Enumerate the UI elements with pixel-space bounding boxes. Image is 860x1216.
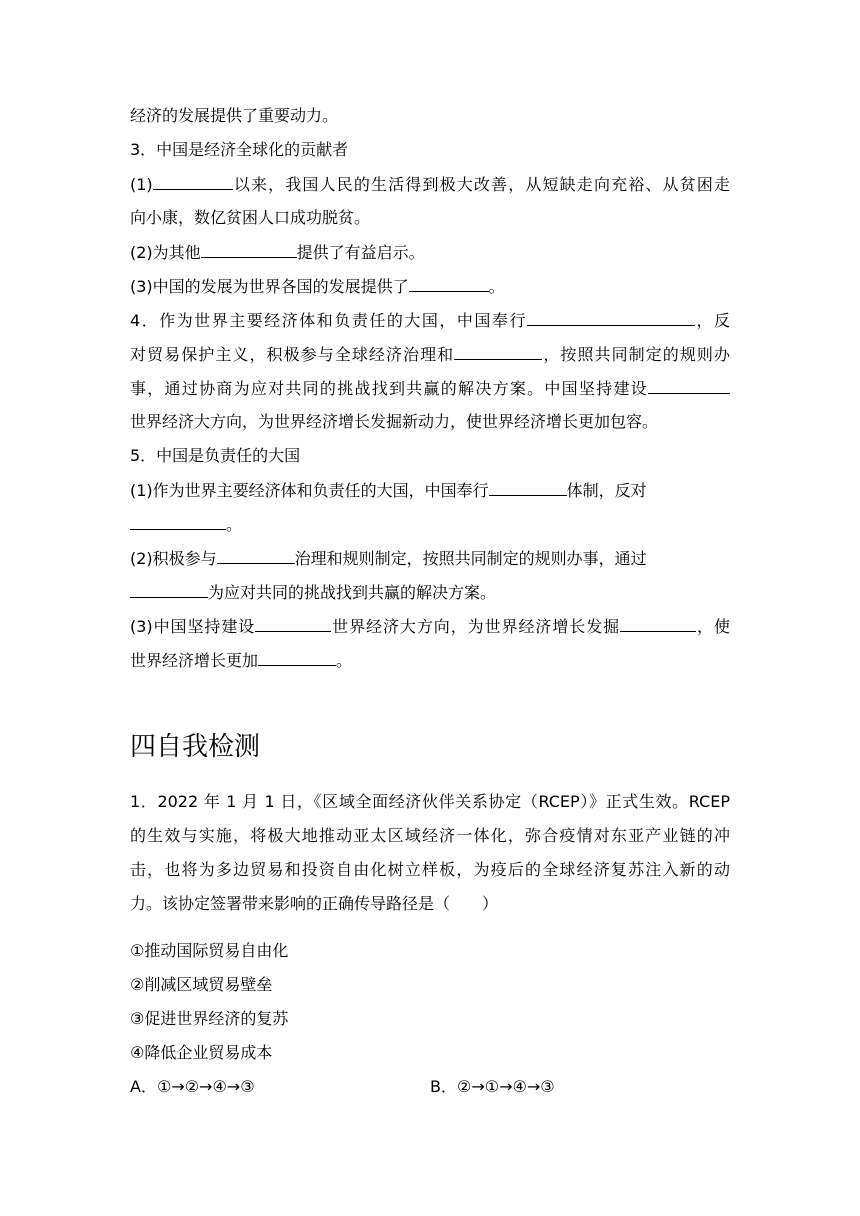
text-line: 事，通过协商为应对共同的挑战找到共赢的解决方案。中国坚持建设 <box>130 378 730 399</box>
item-3-title: 3．中国是经济全球化的贡献者 <box>130 140 349 159</box>
fill-blank[interactable] <box>130 514 226 530</box>
fill-blank[interactable] <box>255 616 331 632</box>
fill-blank[interactable] <box>201 242 297 258</box>
text-line: 为应对共同的挑战找到共赢的解决方案。 <box>130 582 730 603</box>
fill-blank[interactable] <box>454 344 542 360</box>
statement-2: ②削减区域贸易壁垒 <box>130 975 273 994</box>
text-line: 经济的发展提供了重要动力。 <box>130 106 339 125</box>
fill-blank[interactable] <box>527 310 695 326</box>
item-5-title: 5．中国是负责任的大国 <box>130 446 301 465</box>
section-heading: 四自我检测 <box>130 732 261 762</box>
statement-3: ③促进世界经济的复苏 <box>130 1009 289 1028</box>
fill-blank[interactable] <box>153 174 233 190</box>
statement-1: ①推动国际贸易自由化 <box>130 941 289 960</box>
item-3-1-line: (1) 以来，我国人民的生活得到极大改善，从短缺走向充裕、从贫困走 <box>130 175 730 194</box>
item-5-3-line: (3)中国坚持建设 世界经济大方向，为世界经济增长发掘 ，使 <box>130 617 730 636</box>
fill-blank[interactable] <box>489 480 567 496</box>
item-5-2-line: (2)积极参与 治理和规则制定，按照共同制定的规则办事，通过 <box>130 549 647 568</box>
item-3-3-line: (3)中国的发展为世界各国的发展提供了 。 <box>130 277 505 296</box>
fill-blank[interactable] <box>409 276 489 292</box>
fill-blank[interactable] <box>648 378 730 394</box>
fill-blank[interactable] <box>620 616 696 632</box>
text-line: 世界经济增长更加 。 <box>130 651 353 670</box>
text-line: 对贸易保护主义，积极参与全球经济治理和 ，按照共同制定的规则办 <box>130 345 730 364</box>
option-a[interactable]: A．①→②→④→③ <box>130 1077 255 1096</box>
fill-blank[interactable] <box>258 650 336 666</box>
fill-blank[interactable] <box>130 582 208 598</box>
text-line: 向小康，数亿贫困人口成功脱贫。 <box>130 208 371 227</box>
text-line: 世界经济大方向，为世界经济增长发掘新动力，使世界经济增长更加包容。 <box>130 412 659 431</box>
item-4-line: 4．作为世界主要经济体和负责任的大国，中国奉行 ，反 <box>130 311 730 330</box>
text-line: 。 <box>130 514 730 535</box>
question-1-line: 1．2022 年 1 月 1 日，《区域全面经济伙伴关系协定（RCEP）》正式生效。RCEP <box>130 792 730 811</box>
question-1-line: 击，也将为多边贸易和投资自由化树立样板，为疫后的全球经济复苏注入新的动 <box>130 860 730 879</box>
fill-blank[interactable] <box>217 548 295 564</box>
question-1-line: 的生效与实施，将极大地推动亚太区域经济一体化，弥合疫情对东亚产业链的冲 <box>130 826 730 845</box>
item-5-1-line: (1)作为世界主要经济体和负责任的大国，中国奉行 体制，反对 <box>130 481 647 500</box>
statement-4: ④降低企业贸易成本 <box>130 1043 273 1062</box>
item-3-2-line: (2)为其他 提供了有益启示。 <box>130 243 425 262</box>
question-1-line: 力。该协定签署带来影响的正确传导路径是（ ） <box>130 894 499 913</box>
option-b[interactable]: B．②→①→④→③ <box>430 1077 555 1096</box>
